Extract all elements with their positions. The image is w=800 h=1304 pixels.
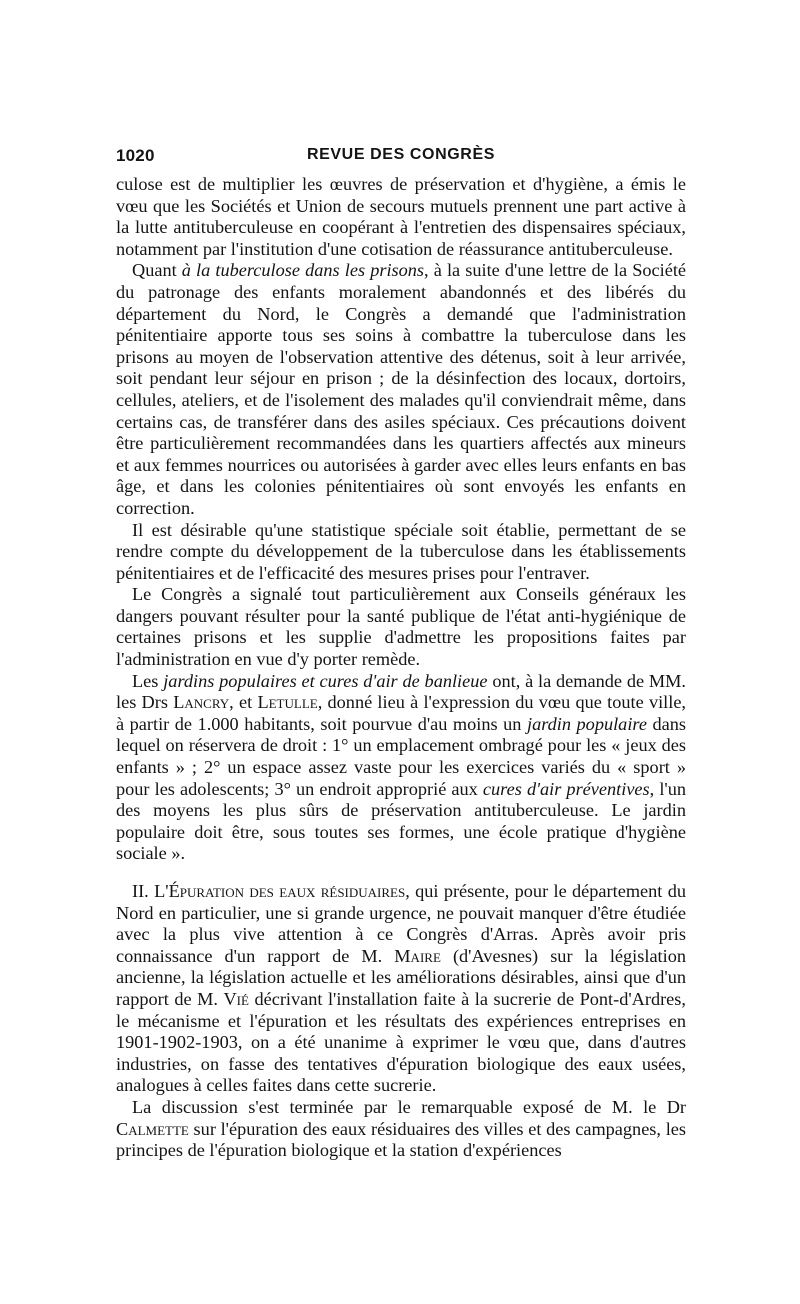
emphasis-text: jardin populaire xyxy=(526,713,647,734)
paragraph-6: II. L'Épuration des eaux résiduaires, qui présente, pour le département du Nord en particulier, une si grande urgence, ne pouvait manquer d'être étudiée avec la plus vive attention à ce Congrès d'Arras. Après avoir pris connaissance d'un rapport de M. Maire (d'Avesnes) sur la législation ancienne, la législation actuelle et les améliorations désirables, ainsi que d'un rapport de M. Vié décrivant l'installation faite à la sucrerie de Pont-d'Ardres, le mécanisme et l'épuration et les résultats des expériences entreprises en 1901-1902-1903, on a été unanime à exprimer le vœu que, dans d'autres industries, on fasse des tentatives d'épuration biologique des eaux usées, analogues à celles faites dans cette sucrerie. xyxy=(116,881,687,1096)
author-name: Letulle xyxy=(257,692,318,713)
author-name: Vié xyxy=(223,988,249,1009)
page-number: 1020 xyxy=(116,146,155,165)
paragraph-7: La discussion s'est terminée par le remarquable exposé de M. le Dr Calmette sur l'épuration des eaux résiduaires des villes et des campagnes, les principes de l'épuration biologique et la station d'expériences xyxy=(116,1096,686,1161)
paragraph-1: culose est de multiplier les œuvres de préservation et d'hygiène, a émis le vœu que les Sociétés et Union de secours mutuels prennent une part active à la lutte antituberculeuse en coopérant à l'entretien des dispensaires spéciaux, notamment par l'institution d'une cotisation de réassurance antituberculeuse. xyxy=(116,174,686,259)
emphasis-text: cures d'air préventives xyxy=(482,778,650,799)
author-name: Calmette xyxy=(116,1118,189,1139)
paragraph-3: Il est désirable qu'une statistique spéciale soit établie, permettant de se rendre compte du développement de la tuberculose dans les établissements pénitentiaires et de l'efficacité des mesures prises pour l'entraver. xyxy=(116,519,686,583)
emphasis-text: à la tuberculose dans les prisons xyxy=(181,260,425,281)
section-heading: Épuration des eaux résiduaires xyxy=(168,881,406,901)
paragraph-4: Le Congrès a signalé tout particulièrement aux Conseils généraux les dangers pouvant résulter pour la santé publique de l'état anti-hygiénique de certaines prisons et les supplie d'admettre les propositions faites par l'administration en vue d'y porter remède. xyxy=(116,584,686,670)
paragraph-2: Quant à la tuberculose dans les prisons, à la suite d'une lettre de la Société du patronage des enfants moralement abandonnés et des libérés du département du Nord, le Congrès a demandé que l'administration pénitentiaire apporte tous ses soins à combattre la tuberculose dans les prisons au moyen de l'observation attentive des détenus, soit à leur arrivée, soit pendant leur séjour en prison ; de la désinfection des locaux, dortoirs, cellules, ateliers, et de l'isolement des malades qu'il conviendrait même, dans certains cas, de transférer dans des asiles spéciaux. Ces précautions doivent être particulièrement recommandées dans les quartiers affectés aux mineurs et aux femmes nourrices ou autorisées à garder avec elles leurs enfants en bas âge, et dans les colonies pénitentiaires où sont envoyés les enfants en correction. xyxy=(116,260,687,518)
body-text xyxy=(116,174,686,1162)
emphasis-text: jardins populaires et cures d'air de banlieue xyxy=(163,670,488,691)
paragraph-5: Les jardins populaires et cures d'air de banlieue ont, à la demande de MM. les Drs Lancry, et Letulle, donné lieu à l'expression du vœu que toute ville, à partir de 1.000 habitants, soit pourvue d'au moins un jardin populaire dans lequel on réservera de droit : 1° un emplacement ombragé pour les « jeux des enfants » ; 2° un espace assez vaste pour les exercices variés du « sport » pour les adolescents; 3° un endroit approprié aux cures d'air préventives, l'un des moyens les plus sûrs de préservation antituberculeuse. Le jardin populaire doit être, sous toutes ses formes, une école pratique d'hygiène sociale ». xyxy=(116,670,687,864)
author-name: Lancry xyxy=(173,692,230,713)
page-header xyxy=(116,146,686,170)
running-title: REVUE DES CONGRÈS xyxy=(306,146,495,163)
author-name: Maire xyxy=(394,945,441,966)
